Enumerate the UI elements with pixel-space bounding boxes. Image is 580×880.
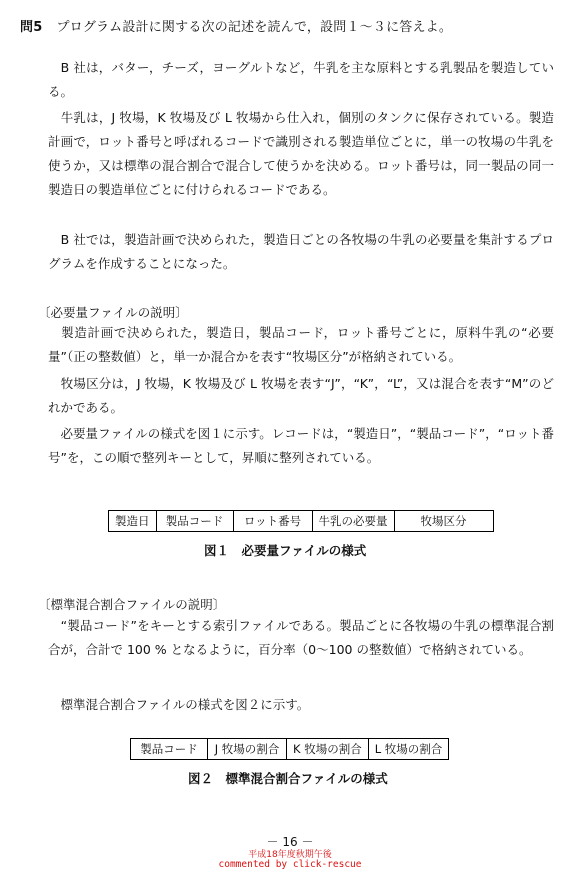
figure2-field: L 牧場の割合 (368, 739, 449, 760)
section-heading-mix-ratio-file: 〔標準混合割合ファイルの説明〕 (38, 597, 226, 612)
figure1-field: 製造日 (109, 511, 157, 532)
exam-session-label: 平成18年度秋期午後 (248, 850, 332, 860)
question-title (20, 16, 452, 35)
question-text: プログラム設計に関する次の記述を読んで，設問１～３に答えよ。 (56, 20, 453, 35)
figure1-record-layout (108, 510, 494, 532)
section1-paragraph-3: 必要量ファイルの様式を図１に示す。レコードは，“製造日”，“製品コード”，“ロット番号”を，この順で整列キーとして，昇順に整列されている。 (48, 426, 554, 465)
intro-paragraph-2: 牛乳は，J 牧場，K 牧場及び L 牧場から仕入れ，個別のタンクに保存されている。製造計画で，ロット番号と呼ばれるコードで識別される製造単位ごとに，単一の牧場の牛乳を使うか，又は標準の混合割合で混合して使うかを決める。ロット番号は，同一製品の同一製造日の製造単位ごとに付けられるコードである。 (48, 110, 554, 197)
section1-paragraph-2: 牧場区分は，J 牧場，K 牧場及び L 牧場を表す“J”，“K”，“L”，又は混合を表す“M”のどれかである。 (48, 376, 554, 415)
figure1-field: 牛乳の必要量 (312, 511, 394, 532)
page-number: － 16 － (266, 835, 314, 849)
figure2-record-layout (130, 738, 449, 760)
intro-paragraph-3: B 社では，製造計画で決められた，製造日ごとの各牧場の牛乳の必要量を集計するプログラムを作成することになった。 (48, 232, 554, 271)
figure1-field: 牧場区分 (394, 511, 493, 532)
section1-paragraph-1: 製造計画で決められた，製造日，製品コード，ロット番号ごとに，原料牛乳の“必要量”（正の整数値）と，単一か混合かを表す“牧場区分”が格納されている。 (48, 325, 554, 364)
credit-label: commented by click-rescue (218, 859, 362, 870)
figure1-caption: 図１ 必要量ファイルの様式 (204, 543, 367, 558)
figure1-field: 製品コード (156, 511, 233, 532)
figure1-field: ロット番号 (233, 511, 312, 532)
figure2-field: K 牧場の割合 (287, 739, 369, 760)
figure2-field: 製品コード (131, 739, 208, 760)
section2-paragraph-1: “製品コード”をキーとする索引ファイルである。製品ごとに各牧場の牛乳の標準混合割合が，合計で 100 % となるように，百分率（0～100 の整数値）で格納されている。 (48, 618, 554, 657)
question-number: 問5 (20, 20, 43, 35)
section2-paragraph-2: 標準混合割合ファイルの様式を図２に示す。 (48, 697, 310, 712)
section-heading-requirement-file: 〔必要量ファイルの説明〕 (38, 305, 188, 320)
intro-paragraph-1: B 社は，バター，チーズ，ヨーグルトなど，牛乳を主な原料とする乳製品を製造している。 (48, 60, 554, 99)
figure2-caption: 図２ 標準混合割合ファイルの様式 (188, 771, 388, 786)
figure2-field: J 牧場の割合 (208, 739, 287, 760)
